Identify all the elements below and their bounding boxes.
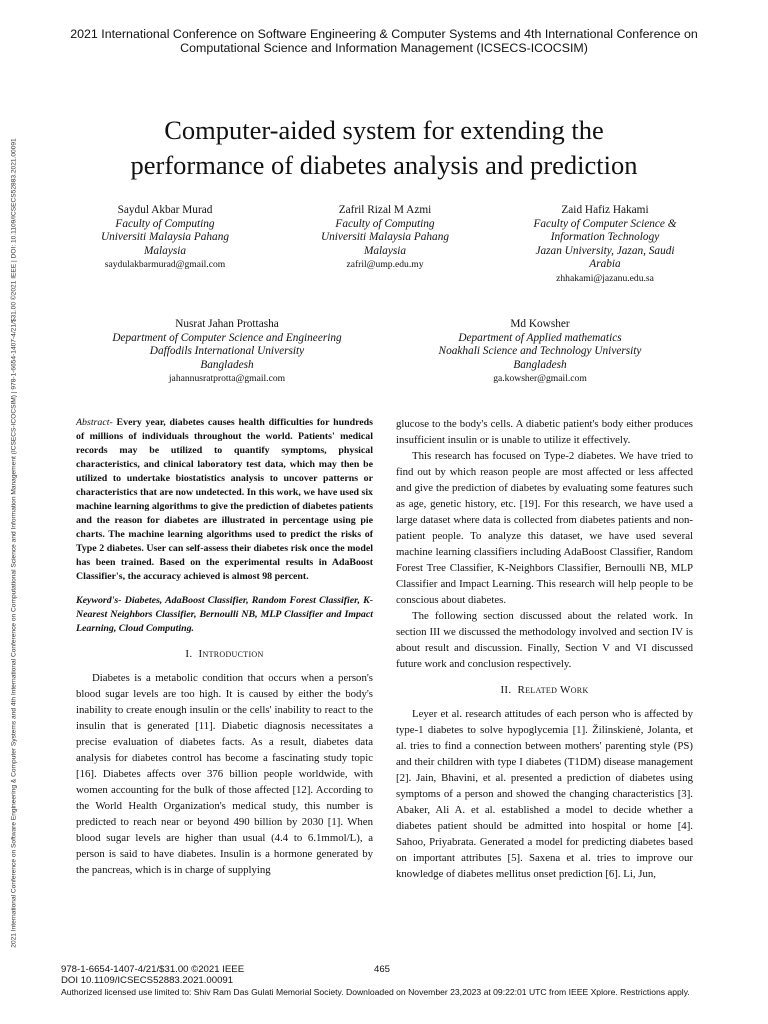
author-name: Md Kowsher <box>510 318 570 330</box>
license-notice: Authorized licensed use limited to: Shiv Ram Das Gulati Memorial Society. Downloaded on November 23,2023 at 09:22:01 UTC from IEEE Xplore. Restrictions apply. <box>61 987 690 997</box>
body-paragraph-2: This research has focused on Type-2 diabetes. We have tried to find out by which reason people are most affected or less affected and give the prediction of diabetes by evaluating some features such as age, genetic history, etc. [19]. For this research, we have used a large dataset where data is collected from diabetes patients and non-patient people. To analyze this dataset, we have used several machine learning classifiers including AdaBoost Classifier, Random Forest Tree Classifier, K-Neighbors Classifier, Bernoulli NB, MLP Classifier and Impact Learning. This research will help people to be conscious about diabetes. <box>396 450 693 606</box>
author-affiliation: Department of Applied mathematics <box>458 331 622 344</box>
conference-line-2: Computational Science and Information Management (ICSECS-ICOCSIM) <box>180 41 588 55</box>
paper-title <box>40 113 728 183</box>
author-name: Zafril Rizal M Azmi <box>338 204 432 216</box>
keywords: Keyword's- Diabetes, AdaBoost Classifier, Random Forest Classifier, K-Nearest Neighbors Classifier, Bernoulli NB, MLP Classifier and Impact Learning, Cloud Computing. <box>76 595 373 634</box>
section-title: Related Work <box>517 684 589 696</box>
author-email: jahannusratprotta@gmail.com <box>168 373 286 385</box>
author-affiliation: Information Technology <box>550 231 660 244</box>
page-number: 465 <box>374 964 391 975</box>
related-work-paragraph: Leyer et al. research attitudes of each person who is affected by type-1 diabetes to solve hypoglycemia [1]. Žilinskienė, Jolanta, et al. tries to find a connection between mothers' parenting style (PS) and their children with type I diabetes (T1DM) disease management [2]. Jain, Bhavini, et al. presented a prediction of diabetes using symptoms of a person and showed the changing characteristics [3]. Abaker, Ali A. et al. established a model to decide whether a diabetes patient should be admitted into hospital or home [4]. Sahoo, Priyabrata. Generated a model for predicting diabetes based on important attributes [5]. Saxena et al. tries to improve our knowledge of diabetes mellitus onset prediction [6]. Li, Jun, <box>396 708 693 880</box>
left-column <box>76 416 373 878</box>
author-affiliation: Jazan University, Jazan, Saudi <box>535 244 675 257</box>
abstract <box>76 416 373 584</box>
author-4 <box>82 318 372 386</box>
author-name: Zaid Hafiz Hakami <box>561 204 649 216</box>
author-2 <box>280 204 490 272</box>
author-name: Saydul Akbar Murad <box>117 204 213 216</box>
side-watermark <box>7 78 21 1008</box>
section-heading-introduction <box>76 646 373 662</box>
author-affiliation: Faculty of Computer Science & <box>533 217 677 230</box>
author-affiliation: Daffodils International University <box>149 345 305 358</box>
author-affiliation: Bangladesh <box>513 358 567 371</box>
author-name: Nusrat Jahan Prottasha <box>175 318 279 330</box>
author-3 <box>500 204 710 286</box>
author-affiliation: Faculty of Computing <box>335 217 435 230</box>
side-watermark-text: 2021 International Conference on Software Engineering & Computer Systems and 4th International Conference on Computational Science and Information Management (ICSECS-ICOCSIM) | 978-1-6654-1407-4/21/$31.00 ©2021 IEEE | DOI: 10.1109/ICSECS52883.2021.00091 <box>10 138 18 948</box>
author-affiliation: Universiti Malaysia Pahang <box>320 231 450 244</box>
conference-line-1: 2021 International Conference on Software Engineering & Computer Systems and 4th International Conference on <box>70 27 698 41</box>
author-email: zafril@ump.edu.my <box>346 259 424 271</box>
right-column <box>396 416 693 882</box>
introduction-paragraph: Diabetes is a metabolic condition that occurs when a person's blood sugar levels are too high. It is caused by either the body's inability to create enough insulin or the cells' inability to react to the insulin that is generated [11]. Diabetic diagnosis necessitates a precise evaluation of diabetes facts. As a result, diabetes data analysis for diabetes control has become a fascinating study topic [16]. Diabetes affects over 376 billion people worldwide, with women accounting for the bulk of those affected [12]. According to the World Health Organization's medical study, this number is predicted to reach near or beyond 490 billion by 2030 [1]. When blood sugar levels are higher than usual (4.4 to 6.1mmol/L), a person is said to have diabetes. Insulin is a hormone generated by the pancreas, which is in charge of supplying <box>76 672 373 876</box>
author-affiliation: Malaysia <box>363 244 407 257</box>
conference-header <box>40 27 728 55</box>
body-paragraph-3: The following section discussed about the related work. In section III we discussed the methodology involved and section IV is about result and discussion. Finally, Section V and VI discussed future work and conclusion respectively. <box>396 610 693 670</box>
author-affiliation: Noakhali Science and Technology University <box>438 345 642 358</box>
section-number: I. <box>185 648 193 660</box>
abstract-text: Every year, diabetes causes health difficulties for hundreds of millions of individuals throughout the world. Patients' medical records may be utilized to quantify symptoms, physical characteristics, and clinical laboratory test data, which may then be utilized to undertake biostatistics analysis to uncover patterns or characteristics that are now undetected. In this work, we have used six machine learning algorithms to give the prediction of diabetes patients and the reason for diabetes are illustrated in percentage using pie charts. The machine learning algorithms used to predict the risks of Type 2 diabetes. User can self-assess their diabetes risk once the model has been trained. Based on the experimental results in AdaBoost Classifier's, the accuracy achieved is almost 98 percent. <box>76 417 373 582</box>
author-email: zhhakami@jazanu.edu.sa <box>556 272 654 284</box>
author-affiliation: Bangladesh <box>200 358 254 371</box>
footer-doi: DOI 10.1109/ICSECS52883.2021.00091 <box>61 975 234 986</box>
author-1 <box>60 204 270 272</box>
title-line-2: performance of diabetes analysis and prediction <box>130 150 638 180</box>
author-affiliation: Universiti Malaysia Pahang <box>100 231 230 244</box>
section-title: Introduction <box>198 648 264 660</box>
author-affiliation: Arabia <box>589 258 621 271</box>
author-affiliation: Department of Computer Science and Engineering <box>112 331 342 344</box>
section-heading-related-work <box>396 682 693 698</box>
section-number: II. <box>500 684 512 696</box>
title-line-1: Computer-aided system for extending the <box>164 115 604 145</box>
abstract-label: Abstract- <box>76 417 113 428</box>
author-email: saydulakbarmurad@gmail.com <box>104 259 226 271</box>
author-email: ga.kowsher@gmail.com <box>493 373 587 385</box>
author-affiliation: Malaysia <box>143 244 187 257</box>
body-paragraph-1: glucose to the body's cells. A diabetic patient's body either produces insufficient insulin or is unable to utilize it effectively. <box>396 418 693 446</box>
author-5 <box>395 318 685 386</box>
footer-isbn: 978-1-6654-1407-4/21/$31.00 ©2021 IEEE <box>61 964 245 975</box>
author-affiliation: Faculty of Computing <box>115 217 215 230</box>
footer-identifiers <box>61 964 244 986</box>
